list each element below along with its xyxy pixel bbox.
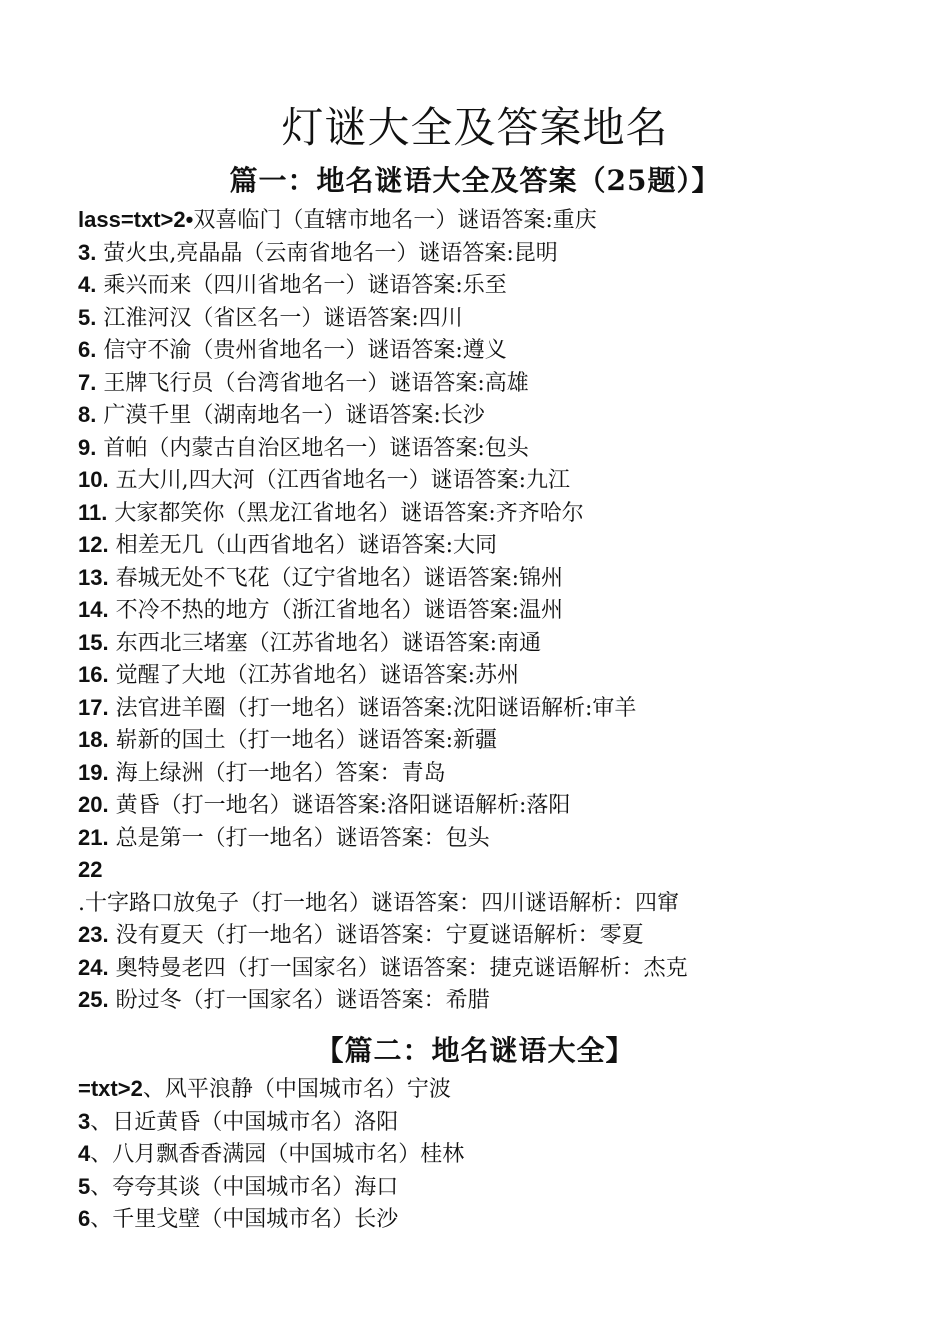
riddle-line <box>78 952 938 985</box>
riddle-number: 14. <box>78 597 109 622</box>
riddle-text: 、日近黄昏（中国城市名）洛阳 <box>90 1109 399 1135</box>
document-title: 灯谜大全及答案地名 <box>281 103 669 153</box>
riddle-line <box>78 1203 938 1236</box>
riddle-line <box>78 627 938 660</box>
riddle-text: 觉醒了大地（江苏省地名）谜语答案:苏州 <box>108 663 520 688</box>
riddle-line <box>78 529 938 562</box>
riddle-number: 16. <box>78 662 109 687</box>
riddle-line <box>78 822 938 855</box>
riddle-line <box>78 367 938 400</box>
riddle-number: 13. <box>78 564 109 590</box>
riddle-text: .十字路口放兔子（打一地名）谜语答案：四川谜语解析：四窜 <box>78 890 679 916</box>
riddle-text: 相差无几（山西省地名）谜语答案:大同 <box>108 533 498 558</box>
riddle-text: 、夸夸其谈（中国城市名）海口 <box>90 1174 399 1200</box>
riddle-number: lass=txt>2• <box>78 207 194 232</box>
riddle-number: 24. <box>78 954 109 980</box>
riddle-number: 21. <box>78 824 109 850</box>
riddle-line <box>78 237 938 270</box>
riddle-line <box>78 659 938 692</box>
riddle-number: 22 <box>78 857 103 882</box>
riddle-line <box>78 269 938 302</box>
riddle-line <box>78 724 938 757</box>
riddle-text: 首帕（内蒙古自治区地名一）谜语答案:包头 <box>96 435 529 461</box>
section-1-title: 篇一：地名谜语大全及答案（25题）】 <box>229 164 721 198</box>
riddle-line <box>78 399 938 432</box>
riddle-text: 江淮河汉（省区名一）谜语答案:四川 <box>96 305 463 331</box>
riddle-number: 15. <box>78 629 109 655</box>
riddle-number: 4 <box>78 1141 91 1166</box>
riddle-number: 6 <box>78 1206 91 1231</box>
riddle-text: 盼过冬（打一国家名）谜语答案：希腊 <box>108 988 490 1013</box>
riddle-number: 3 <box>78 1108 91 1134</box>
riddle-text: 海上绿洲（打一地名）答案：青岛 <box>108 760 446 786</box>
riddle-list-part-1 <box>78 204 938 1017</box>
riddle-line <box>78 887 938 920</box>
riddle-number: 19. <box>78 759 109 785</box>
section-2-title: 【篇二：地名谜语大全】 <box>315 1034 635 1068</box>
riddle-text: 乘兴而来（四川省地名一）谜语答案:乐至 <box>96 273 507 298</box>
riddle-number: 20. <box>78 792 109 817</box>
riddle-number: 7. <box>78 369 97 395</box>
riddle-text: 法官进羊圈（打一地名）谜语答案:沈阳谜语解析:审羊 <box>108 695 637 721</box>
riddle-number: =txt>2 <box>78 1076 143 1101</box>
riddle-number: 25. <box>78 987 109 1012</box>
riddle-number: 3. <box>78 239 97 265</box>
riddle-line <box>78 692 938 725</box>
riddle-number: 9. <box>78 434 97 460</box>
riddle-text: 东西北三堵塞（江苏省地名）谜语答案:南通 <box>108 630 542 656</box>
riddle-text: 黄昏（打一地名）谜语答案:洛阳谜语解析:落阳 <box>108 793 571 818</box>
riddle-number: 5. <box>78 304 97 330</box>
riddle-line <box>78 302 938 335</box>
riddle-line <box>78 1073 938 1106</box>
riddle-text: 、风平浪静（中国城市名）宁波 <box>142 1077 451 1102</box>
riddle-line <box>78 1171 938 1204</box>
riddle-text: 不冷不热的地方（浙江省地名）谜语答案:温州 <box>108 598 564 623</box>
riddle-line <box>78 464 938 497</box>
riddle-line <box>78 854 938 887</box>
riddle-text: 信守不渝（贵州省地名一）谜语答案:遵义 <box>96 338 507 363</box>
riddle-text: 萤火虫,亮晶晶（云南省地名一）谜语答案:昆明 <box>96 240 558 266</box>
riddle-text: 王牌飞行员（台湾省地名一）谜语答案:高雄 <box>96 370 529 396</box>
riddle-number: 8. <box>78 402 97 427</box>
riddle-number: 4. <box>78 272 97 297</box>
riddle-text: 没有夏天（打一地名）谜语答案：宁夏谜语解析：零夏 <box>108 923 644 948</box>
riddle-number: 10. <box>78 467 109 492</box>
riddle-list-part-2 <box>78 1073 938 1236</box>
riddle-line <box>78 757 938 790</box>
riddle-text: 双喜临门（直辖市地名一）谜语答案:重庆 <box>193 208 597 233</box>
riddle-number: 12. <box>78 532 109 557</box>
riddle-line <box>78 497 938 530</box>
riddle-text: 奥特曼老四（打一国家名）谜语答案：捷克谜语解析：杰克 <box>108 955 688 981</box>
riddle-line <box>78 984 938 1017</box>
riddle-number: 5 <box>78 1173 91 1199</box>
riddle-line <box>78 1106 938 1139</box>
riddle-line <box>78 919 938 952</box>
riddle-number: 17. <box>78 694 109 720</box>
riddle-line <box>78 594 938 627</box>
riddle-number: 11. <box>78 499 108 525</box>
riddle-text: 五大川,四大河（江西省地名一）谜语答案:九江 <box>108 468 570 493</box>
riddle-text: 、八月飘香香满园（中国城市名）桂林 <box>90 1142 465 1167</box>
riddle-line <box>78 432 938 465</box>
riddle-text: 、千里戈壁（中国城市名）长沙 <box>90 1207 399 1232</box>
riddle-text: 崭新的国土（打一地名）谜语答案:新疆 <box>108 728 498 753</box>
riddle-line <box>78 562 938 595</box>
riddle-number: 23. <box>78 922 109 947</box>
riddle-line <box>78 1138 938 1171</box>
riddle-text: 总是第一（打一地名）谜语答案：包头 <box>108 825 490 851</box>
riddle-line <box>78 204 938 237</box>
riddle-line <box>78 789 938 822</box>
riddle-line <box>78 334 938 367</box>
riddle-number: 18. <box>78 727 109 752</box>
riddle-text: 广漠千里（湖南地名一）谜语答案:长沙 <box>96 403 485 428</box>
riddle-text: 春城无处不飞花（辽宁省地名）谜语答案:锦州 <box>108 565 564 591</box>
riddle-number: 6. <box>78 337 97 362</box>
riddle-text: 大家都笑你（黑龙江省地名）谜语答案:齐齐哈尔 <box>107 500 584 526</box>
